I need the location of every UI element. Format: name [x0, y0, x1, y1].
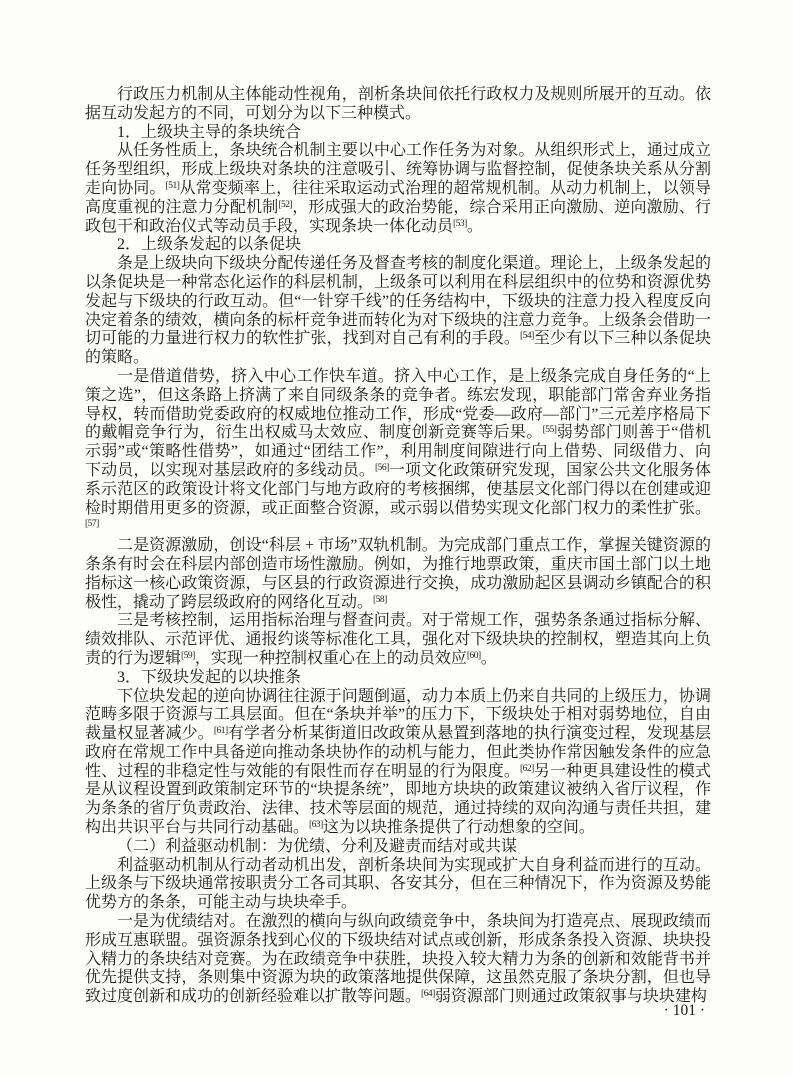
citation-marker: [56] — [374, 462, 389, 473]
body-paragraph: 一是借道借势，挤入中心工作快车道。挤入中心工作，是上级条完成自身任务的“上策之选”，但这条路上挤满了来自同级条条的竞争者。练宏发现，职能部门常舍弃业务指导权，转而借助党委政府的权威地位推动工作，形成“党委—政府—部门”三元差序格局下的戴帽竞争行为，衍生出权威马太效应、制度创新竞赛等后果。[55]弱势部门则善于“借机示弱”或“策略性借势”，如通过“团结工作”，利用制度间隙进行向上借势、同级借力、向下动员，以实现对基层政府的多线动员。[56]一项文化政策研究发现，国家公共文化服务体系示范区的政策设计将文化部门与地方政府的考核捆绑，使基层文化部门得以在创建或迎检时期借用更多的资源，或正面整合资源，或示弱以借势实现文化部门权力的柔性扩张。[57] — [85, 367, 711, 530]
text-column — [85, 86, 711, 1007]
body-paragraph: 三是考核控制，运用指标治理与督查问责。对于常规工作，强势条条通过指标分解、绩效排队、示范评优、通报约谈等标准化工具，强化对下级块块的控制权，塑造其向上负责的行为逻辑[59]，实现一种控制权重心在上的动员效应[60]。 — [85, 612, 711, 667]
body-paragraph: 下位块发起的逆向协调往往源于问题倒逼，动力本质上仍来自共同的上级压力，协调范畴多限于资源与工具层面。但在“条块并举”的压力下，下级块处于相对弱势地位，自由裁量权显著减少。[61]有学者分析某街道旧改政策从悬置到落地的执行演变过程，发现基层政府在常规工作中具备逆向推动条块协作的动机与能力，但此类协作常因触发条件的应急性、过程的非稳定性与效能的有限性而存在明显的行为限度。[62]另一种更具建设性的模式是从议程设置到政策制定环节的“块提条统”，即地方块块的政策建议被纳入省厅议程，作为条条的省厅负责政治、法律、技术等层面的规范，通过持续的双向沟通与责任共担，建构出共识平台与共同行动基础。[63]这为以块推条提供了行动想象的空间。 — [85, 687, 711, 837]
citation-marker: [60] — [466, 650, 481, 661]
body-paragraph: 二是资源激励，创设“科层 + 市场”双轨机制。为完成部门重点工作，掌握关键资源的条条有时会在科层内部创造市场性激励。例如，为推行地票政策，重庆市国土部门以土地指标这一核心政策资源，与区县的行政资源进行交换，成功激励起区县调动乡镇配合的积极性，撬动了跨层级政府的网络化互动。[58] — [85, 537, 711, 611]
citation-marker: [64] — [421, 989, 435, 1000]
citation-marker: [57] — [85, 519, 99, 530]
body-paragraph: 从任务性质上，条块统合机制主要以中心工作任务为对象。从组织形式上，通过成立任务型组织，形成上级块对条块的注意吸引、统筹协调与监督控制，促使条块关系从分割走向协同。[51]从常变频率上，往往采取运动式治理的超常规机制。从动力机制上，以领导高度重视的注意力分配机制[52]，形成强大的政治势能，综合采用正向激励、逆向激励、行政包干和政治仪式等动员手段，实现条块一体化动员[53]。 — [85, 142, 711, 235]
citation-marker: [54] — [519, 331, 534, 342]
page-number: · 101 · — [663, 1002, 705, 1019]
citation-marker: [52] — [278, 199, 293, 210]
citation-marker: [61] — [213, 726, 228, 737]
numbered-heading: 1．上级块主导的条块统合 — [117, 123, 302, 141]
citation-marker: [59] — [181, 650, 195, 661]
citation-marker: [58] — [373, 594, 387, 605]
numbered-heading: 3．下级块发起的以块推条 — [117, 668, 302, 686]
body-paragraph: 利益驱动机制从行动者动机出发，剖析条块间为实现或扩大自身利益而进行的互动。上级条与下级块通常按职责分工各司其职、各安其分，但在三种情况下，作为资源及势能优势方的条条，可能主动与块块牵手。 — [85, 856, 711, 912]
body-paragraph: 条是上级块向下级块分配传递任务及督查考核的制度化渠道。理论上，上级条发起的以条促块是一种常态化运作的科层机制，上级条可以利用在科层组织中的位势和资源优势发起与下级块的行政互动。但“一针穿千线”的任务结构中，下级块的注意力投入程度反向决定着条的绩效，横向条的标杆竞争进而转化为对下级块的注意力竞争。上级条会借助一切可能的力量进行权力的软性扩张，找到对自己有利的手段。[54]至少有以下三种以条促块的策略。 — [85, 255, 711, 367]
citation-marker: [53] — [453, 218, 467, 229]
page-footer — [85, 1002, 711, 1020]
citation-marker: [62] — [519, 763, 534, 774]
sub-heading: （二）利益驱动机制：为优绩、分利及避责而结对或共谋 — [117, 837, 518, 855]
citation-marker: [55] — [542, 425, 557, 436]
numbered-heading: 2．上级条发起的以条促块 — [117, 236, 302, 254]
body-paragraph: 行政压力机制从主体能动性视角，剖析条块间依托行政权力及规则所展开的互动。依据互动发起方的不同，可划分为以下三种模式。 — [85, 86, 711, 122]
body-paragraph: 一是为优绩结对。在激烈的横向与纵向政绩竞争中，条块间为打造亮点、展现政绩而形成互惠联盟。强资源条找到心仪的下级块结对试点或创新，形成条条投入资源、块块投入精力的条块结对竞赛。为在政绩竞争中获胜，块投入较大精力为条的创新和效能背书并优先提供支持，条则集中资源为块的政策落地提供保障，这虽然克服了条块分割，但也导致过度创新和成功的创新经验难以扩散等问题。[64]弱资源部门则通过政策叙事与块块建构 — [85, 913, 711, 1006]
citation-marker: [63] — [309, 820, 323, 831]
citation-marker: [51] — [165, 180, 180, 191]
